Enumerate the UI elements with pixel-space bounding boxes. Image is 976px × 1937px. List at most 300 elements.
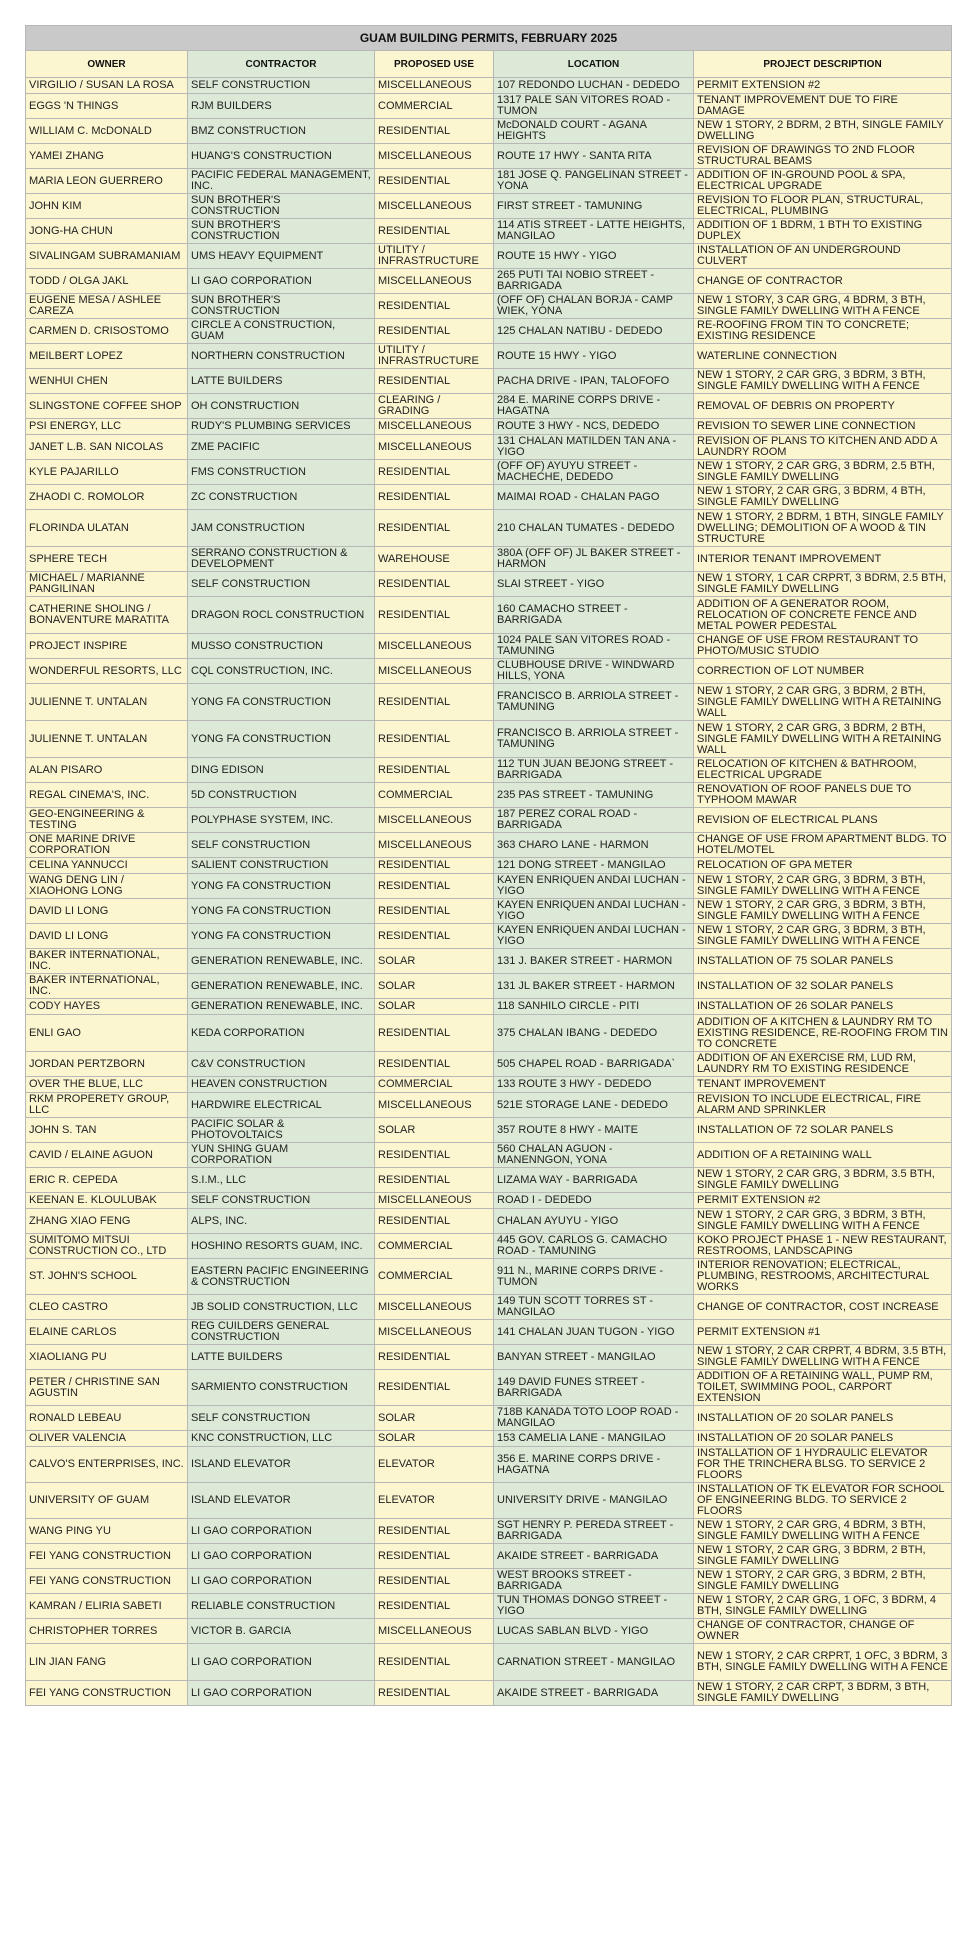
contractor-cell: LI GAO CORPORATION <box>188 1681 375 1706</box>
owner-cell: EGGS 'N THINGS <box>26 94 188 119</box>
contractor-cell: YONG FA CONSTRUCTION <box>188 924 375 949</box>
contractor-cell: ZME PACIFIC <box>188 435 375 460</box>
owner-cell: JULIENNE T. UNTALAN <box>26 721 188 758</box>
table-row <box>26 369 952 394</box>
contractor-cell: LI GAO CORPORATION <box>188 269 375 294</box>
table-row <box>26 783 952 808</box>
proposed-use-cell: COMMERCIAL <box>375 1234 494 1259</box>
owner-cell: BAKER INTERNATIONAL, INC. <box>26 974 188 999</box>
location-cell: 149 DAVID FUNES STREET - BARRIGADA <box>494 1370 694 1406</box>
proposed-use-cell: MISCELLANEOUS <box>375 435 494 460</box>
owner-cell: ZHAODI C. ROMOLOR <box>26 485 188 510</box>
contractor-cell: DRAGON ROCL CONSTRUCTION <box>188 597 375 634</box>
project-description-cell: WATERLINE CONNECTION <box>694 344 952 369</box>
table-row <box>26 1519 952 1544</box>
location-cell: 153 CAMELIA LANE - MANGILAO <box>494 1431 694 1447</box>
owner-cell: CELINA YANNUCCI <box>26 858 188 874</box>
contractor-cell: REG CUILDERS GENERAL CONSTRUCTION <box>188 1320 375 1345</box>
location-cell: 131 JL BAKER STREET - HARMON <box>494 974 694 999</box>
location-cell: 356 E. MARINE CORPS DRIVE -HAGATNA <box>494 1447 694 1483</box>
table-row <box>26 144 952 169</box>
table-row <box>26 833 952 858</box>
contractor-cell: LI GAO CORPORATION <box>188 1519 375 1544</box>
permits-table <box>25 25 952 1706</box>
project-description-cell: REMOVAL OF DEBRIS ON PROPERTY <box>694 394 952 419</box>
location-cell: 118 SANHILO CIRCLE - PITI <box>494 999 694 1015</box>
owner-cell: RKM PROPERETY GROUP, LLC <box>26 1093 188 1118</box>
proposed-use-cell: RESIDENTIAL <box>375 1345 494 1370</box>
column-header-location: LOCATION <box>494 51 694 78</box>
table-row <box>26 169 952 194</box>
project-description-cell: INSTALLATION OF 20 SOLAR PANELS <box>694 1431 952 1447</box>
proposed-use-cell: RESIDENTIAL <box>375 510 494 547</box>
proposed-use-cell: MISCELLANEOUS <box>375 833 494 858</box>
owner-cell: WANG DENG LIN / XIAOHONG LONG <box>26 874 188 899</box>
owner-cell: JONG-HA CHUN <box>26 219 188 244</box>
table-row <box>26 1118 952 1143</box>
contractor-cell: YONG FA CONSTRUCTION <box>188 684 375 721</box>
owner-cell: FLORINDA ULATAN <box>26 510 188 547</box>
proposed-use-cell: RESIDENTIAL <box>375 460 494 485</box>
contractor-cell: KNC CONSTRUCTION, LLC <box>188 1431 375 1447</box>
proposed-use-cell: WAREHOUSE <box>375 547 494 572</box>
proposed-use-cell: ELEVATOR <box>375 1447 494 1483</box>
project-description-cell: NEW 1 STORY, 3 CAR GRG, 4 BDRM, 3 BTH, SINGLE FAMILY DWELLING WITH A FENCE <box>694 294 952 319</box>
contractor-cell: VICTOR B. GARCIA <box>188 1619 375 1644</box>
owner-cell: CODY HAYES <box>26 999 188 1015</box>
contractor-cell: SALIENT CONSTRUCTION <box>188 858 375 874</box>
proposed-use-cell: MISCELLANEOUS <box>375 144 494 169</box>
project-description-cell: NEW 1 STORY, 2 CAR GRG, 3 BDRM, 4 BTH, SINGLE FAMILY DWELLING <box>694 485 952 510</box>
table-row <box>26 858 952 874</box>
project-description-cell: ADDITION OF A GENERATOR ROOM, RELOCATION OF CONCRETE FENCE AND METAL POWER PEDESTAL <box>694 597 952 634</box>
proposed-use-cell: MISCELLANEOUS <box>375 269 494 294</box>
proposed-use-cell: COMMERCIAL <box>375 94 494 119</box>
project-description-cell: INSTALLATION OF 32 SOLAR PANELS <box>694 974 952 999</box>
location-cell: AKAIDE STREET - BARRIGADA <box>494 1544 694 1569</box>
location-cell: 521E STORAGE LANE - DEDEDO <box>494 1093 694 1118</box>
proposed-use-cell: SOLAR <box>375 1406 494 1431</box>
owner-cell: RONALD LEBEAU <box>26 1406 188 1431</box>
location-cell: CARNATION STREET - MANGILAO <box>494 1644 694 1681</box>
owner-cell: ZHANG XIAO FENG <box>26 1209 188 1234</box>
table-row <box>26 1193 952 1209</box>
contractor-cell: LI GAO CORPORATION <box>188 1544 375 1569</box>
table-row <box>26 1594 952 1619</box>
contractor-cell: SERRANO CONSTRUCTION & DEVELOPMENT <box>188 547 375 572</box>
contractor-cell: LI GAO CORPORATION <box>188 1644 375 1681</box>
owner-cell: WANG PING YU <box>26 1519 188 1544</box>
proposed-use-cell: MISCELLANEOUS <box>375 1295 494 1320</box>
owner-cell: JANET L.B. SAN NICOLAS <box>26 435 188 460</box>
project-description-cell: REVISION TO SEWER LINE CONNECTION <box>694 419 952 435</box>
project-description-cell: ADDITION OF A RETAINING WALL <box>694 1143 952 1168</box>
table-row <box>26 1143 952 1168</box>
location-cell: WEST BROOKS STREET - BARRIGADA <box>494 1569 694 1594</box>
project-description-cell: RELOCATION OF KITCHEN & BATHROOM, ELECTRICAL UPGRADE <box>694 758 952 783</box>
contractor-cell: HEAVEN CONSTRUCTION <box>188 1077 375 1093</box>
contractor-cell: GENERATION RENEWABLE, INC. <box>188 949 375 974</box>
project-description-cell: INSTALLATION OF 75 SOLAR PANELS <box>694 949 952 974</box>
project-description-cell: REVISION OF DRAWINGS TO 2ND FLOOR STRUCTURAL BEAMS <box>694 144 952 169</box>
table-row <box>26 1209 952 1234</box>
proposed-use-cell: RESIDENTIAL <box>375 758 494 783</box>
location-cell: 1317 PALE SAN VITORES ROAD - TUMON <box>494 94 694 119</box>
owner-cell: YAMEI ZHANG <box>26 144 188 169</box>
table-row <box>26 394 952 419</box>
owner-cell: DAVID LI LONG <box>26 924 188 949</box>
proposed-use-cell: RESIDENTIAL <box>375 1569 494 1594</box>
owner-cell: OLIVER VALENCIA <box>26 1431 188 1447</box>
owner-cell: SPHERE TECH <box>26 547 188 572</box>
project-description-cell: RE-ROOFING FROM TIN TO CONCRETE; EXISTING RESIDENCE <box>694 319 952 344</box>
owner-cell: GEO-ENGINEERING & TESTING <box>26 808 188 833</box>
proposed-use-cell: RESIDENTIAL <box>375 1015 494 1052</box>
table-row <box>26 808 952 833</box>
proposed-use-cell: RESIDENTIAL <box>375 684 494 721</box>
proposed-use-cell: RESIDENTIAL <box>375 572 494 597</box>
proposed-use-cell: RESIDENTIAL <box>375 1168 494 1193</box>
location-cell: 187 PEREZ CORAL ROAD - BARRIGADA <box>494 808 694 833</box>
table-row <box>26 1644 952 1681</box>
contractor-cell: HUANG'S CONSTRUCTION <box>188 144 375 169</box>
project-description-cell: PERMIT EXTENSION #2 <box>694 78 952 94</box>
contractor-cell: NORTHERN CONSTRUCTION <box>188 344 375 369</box>
contractor-cell: SELF CONSTRUCTION <box>188 1193 375 1209</box>
location-cell: 107 REDONDO LUCHAN - DEDEDO <box>494 78 694 94</box>
contractor-cell: FMS CONSTRUCTION <box>188 460 375 485</box>
contractor-cell: S.I.M., LLC <box>188 1168 375 1193</box>
project-description-cell: INSTALLATION OF 26 SOLAR PANELS <box>694 999 952 1015</box>
location-cell: 114 ATIS STREET - LATTE HEIGHTS, MANGILAO <box>494 219 694 244</box>
table-row <box>26 1259 952 1295</box>
contractor-cell: LATTE BUILDERS <box>188 1345 375 1370</box>
contractor-cell: MUSSO CONSTRUCTION <box>188 634 375 659</box>
location-cell: ROUTE 3 HWY - NCS, DEDEDO <box>494 419 694 435</box>
location-cell: 210 CHALAN TUMATES - DEDEDO <box>494 510 694 547</box>
table-row <box>26 974 952 999</box>
contractor-cell: CQL CONSTRUCTION, INC. <box>188 659 375 684</box>
project-description-cell: REVISION OF ELECTRICAL PLANS <box>694 808 952 833</box>
table-row <box>26 924 952 949</box>
owner-cell: LIN JIAN FANG <box>26 1644 188 1681</box>
owner-cell: KEENAN E. KLOULUBAK <box>26 1193 188 1209</box>
proposed-use-cell: RESIDENTIAL <box>375 858 494 874</box>
proposed-use-cell: RESIDENTIAL <box>375 1143 494 1168</box>
proposed-use-cell: RESIDENTIAL <box>375 1209 494 1234</box>
contractor-cell: CIRCLE A CONSTRUCTION, GUAM <box>188 319 375 344</box>
location-cell: 121 DONG STREET - MANGILAO <box>494 858 694 874</box>
table-row <box>26 999 952 1015</box>
project-description-cell: CHANGE OF CONTRACTOR, COST INCREASE <box>694 1295 952 1320</box>
permits-table-body <box>26 78 952 1706</box>
project-description-cell: KOKO PROJECT PHASE 1 - NEW RESTAURANT, RESTROOMS, LANDSCAPING <box>694 1234 952 1259</box>
project-description-cell: RELOCATION OF GPA METER <box>694 858 952 874</box>
location-cell: FIRST STREET - TAMUNING <box>494 194 694 219</box>
owner-cell: CARMEN D. CRISOSTOMO <box>26 319 188 344</box>
project-description-cell: INTERIOR TENANT IMPROVEMENT <box>694 547 952 572</box>
contractor-cell: SUN BROTHER'S CONSTRUCTION <box>188 194 375 219</box>
location-cell: 375 CHALAN IBANG - DEDEDO <box>494 1015 694 1052</box>
owner-cell: WILLIAM C. McDONALD <box>26 119 188 144</box>
table-row <box>26 510 952 547</box>
project-description-cell: NEW 1 STORY, 2 CAR GRG, 1 OFC, 3 BDRM, 4 BTH, SINGLE FAMILY DWELLING <box>694 1594 952 1619</box>
table-row <box>26 547 952 572</box>
project-description-cell: NEW 1 STORY, 2 CAR CRPRT, 4 BDRM, 3.5 BTH, SINGLE FAMILY DWELLING WITH A FENCE <box>694 1345 952 1370</box>
location-cell: MAIMAI ROAD - CHALAN PAGO <box>494 485 694 510</box>
contractor-cell: SUN BROTHER'S CONSTRUCTION <box>188 219 375 244</box>
project-description-cell: INSTALLATION OF 72 SOLAR PANELS <box>694 1118 952 1143</box>
location-cell: 380A (OFF OF) JL BAKER STREET - HARMON <box>494 547 694 572</box>
contractor-cell: RUDY'S PLUMBING SERVICES <box>188 419 375 435</box>
contractor-cell: SARMIENTO CONSTRUCTION <box>188 1370 375 1406</box>
owner-cell: WONDERFUL RESORTS, LLC <box>26 659 188 684</box>
contractor-cell: RELIABLE CONSTRUCTION <box>188 1594 375 1619</box>
location-cell: AKAIDE STREET - BARRIGADA <box>494 1681 694 1706</box>
table-row <box>26 1569 952 1594</box>
proposed-use-cell: RESIDENTIAL <box>375 294 494 319</box>
table-row <box>26 634 952 659</box>
project-description-cell: PERMIT EXTENSION #2 <box>694 1193 952 1209</box>
proposed-use-cell: MISCELLANEOUS <box>375 808 494 833</box>
table-row <box>26 1544 952 1569</box>
location-cell: 131 CHALAN MATILDEN TAN ANA - YIGO <box>494 435 694 460</box>
contractor-cell: HOSHINO RESORTS GUAM, INC. <box>188 1234 375 1259</box>
owner-cell: EUGENE MESA / ASHLEE CAREZA <box>26 294 188 319</box>
location-cell: ROAD I - DEDEDO <box>494 1193 694 1209</box>
table-row <box>26 1431 952 1447</box>
project-description-cell: CHANGE OF CONTRACTOR, CHANGE OF OWNER <box>694 1619 952 1644</box>
location-cell: 235 PAS STREET - TAMUNING <box>494 783 694 808</box>
location-cell: 141 CHALAN JUAN TUGON - YIGO <box>494 1320 694 1345</box>
project-description-cell: CORRECTION OF LOT NUMBER <box>694 659 952 684</box>
project-description-cell: ADDITION OF A KITCHEN & LAUNDRY RM TO EXISTING RESIDENCE, RE-ROOFING FROM TIN TO CONCRETE <box>694 1015 952 1052</box>
table-row <box>26 1077 952 1093</box>
table-title: GUAM BUILDING PERMITS, FEBRUARY 2025 <box>26 26 952 51</box>
location-cell: 133 ROUTE 3 HWY - DEDEDO <box>494 1077 694 1093</box>
project-description-cell: CHANGE OF USE FROM RESTAURANT TO PHOTO/MUSIC STUDIO <box>694 634 952 659</box>
owner-cell: CATHERINE SHOLING / BONAVENTURE MARATITA <box>26 597 188 634</box>
table-row <box>26 344 952 369</box>
location-cell: LIZAMA WAY - BARRIGADA <box>494 1168 694 1193</box>
owner-cell: KYLE PAJARILLO <box>26 460 188 485</box>
proposed-use-cell: MISCELLANEOUS <box>375 1093 494 1118</box>
owner-cell: CALVO'S ENTERPRISES, INC. <box>26 1447 188 1483</box>
table-row <box>26 1295 952 1320</box>
owner-cell: JOHN S. TAN <box>26 1118 188 1143</box>
location-cell: 149 TUN SCOTT TORRES ST - MANGILAO <box>494 1295 694 1320</box>
project-description-cell: NEW 1 STORY, 2 CAR GRG, 3 BDRM, 3 BTH, SINGLE FAMILY DWELLING WITH A FENCE <box>694 874 952 899</box>
proposed-use-cell: RESIDENTIAL <box>375 1544 494 1569</box>
owner-cell: MEILBERT LOPEZ <box>26 344 188 369</box>
location-cell: FRANCISCO B. ARRIOLA STREET - TAMUNING <box>494 684 694 721</box>
proposed-use-cell: RESIDENTIAL <box>375 169 494 194</box>
owner-cell: UNIVERSITY OF GUAM <box>26 1483 188 1519</box>
location-cell: ROUTE 15 HWY - YIGO <box>494 344 694 369</box>
contractor-cell: GENERATION RENEWABLE, INC. <box>188 974 375 999</box>
location-cell: PACHA DRIVE - IPAN, TALOFOFO <box>494 369 694 394</box>
location-cell: ROUTE 15 HWY - YIGO <box>494 244 694 269</box>
project-description-cell: NEW 1 STORY, 2 CAR CRPT, 3 BDRM, 3 BTH, SINGLE FAMILY DWELLING <box>694 1681 952 1706</box>
proposed-use-cell: RESIDENTIAL <box>375 369 494 394</box>
location-cell: SLAI STREET - YIGO <box>494 572 694 597</box>
proposed-use-cell: RESIDENTIAL <box>375 1370 494 1406</box>
table-row <box>26 1345 952 1370</box>
owner-cell: SIVALINGAM SUBRAMANIAM <box>26 244 188 269</box>
project-description-cell: NEW 1 STORY, 2 CAR GRG, 3 BDRM, 3 BTH, SINGLE FAMILY DWELLING WITH A FENCE <box>694 899 952 924</box>
title-row <box>26 26 952 51</box>
permits-document <box>25 25 951 1706</box>
owner-cell: FEI YANG CONSTRUCTION <box>26 1544 188 1569</box>
table-row <box>26 1406 952 1431</box>
table-row <box>26 194 952 219</box>
project-description-cell: REVISION OF PLANS TO KITCHEN AND ADD A LAUNDRY ROOM <box>694 435 952 460</box>
proposed-use-cell: MISCELLANEOUS <box>375 78 494 94</box>
table-row <box>26 419 952 435</box>
table-row <box>26 485 952 510</box>
table-row <box>26 949 952 974</box>
location-cell: 131 J. BAKER STREET - HARMON <box>494 949 694 974</box>
project-description-cell: REVISION TO FLOOR PLAN, STRUCTURAL, ELECTRICAL, PLUMBING <box>694 194 952 219</box>
location-cell: 1024 PALE SAN VITORES ROAD - TAMUNING <box>494 634 694 659</box>
owner-cell: CAVID / ELAINE AGUON <box>26 1143 188 1168</box>
proposed-use-cell: RESIDENTIAL <box>375 924 494 949</box>
owner-cell: ST. JOHN'S SCHOOL <box>26 1259 188 1295</box>
project-description-cell: NEW 1 STORY, 2 CAR GRG, 4 BDRM, 3 BTH, SINGLE FAMILY DWELLING WITH A FENCE <box>694 1519 952 1544</box>
project-description-cell: NEW 1 STORY, 2 CAR GRG, 3 BDRM, 2 BTH, SINGLE FAMILY DWELLING <box>694 1569 952 1594</box>
table-row <box>26 1320 952 1345</box>
owner-cell: OVER THE BLUE, LLC <box>26 1077 188 1093</box>
proposed-use-cell: UTILITY / INFRASTRUCTURE <box>375 344 494 369</box>
proposed-use-cell: RESIDENTIAL <box>375 119 494 144</box>
contractor-cell: LATTE BUILDERS <box>188 369 375 394</box>
location-cell: (OFF OF) AYUYU STREET - MACHECHE, DEDEDO <box>494 460 694 485</box>
table-row <box>26 758 952 783</box>
contractor-cell: ISLAND ELEVATOR <box>188 1483 375 1519</box>
proposed-use-cell: SOLAR <box>375 949 494 974</box>
location-cell: 911 N., MARINE CORPS DRIVE - TUMON <box>494 1259 694 1295</box>
location-cell: 505 CHAPEL ROAD - BARRIGADA` <box>494 1052 694 1077</box>
table-row <box>26 721 952 758</box>
owner-cell: TODD / OLGA JAKL <box>26 269 188 294</box>
contractor-cell: BMZ CONSTRUCTION <box>188 119 375 144</box>
owner-cell: SUMITOMO MITSUI CONSTRUCTION CO., LTD <box>26 1234 188 1259</box>
location-cell: 125 CHALAN NATIBU - DEDEDO <box>494 319 694 344</box>
table-row <box>26 1168 952 1193</box>
contractor-cell: SELF CONSTRUCTION <box>188 572 375 597</box>
proposed-use-cell: SOLAR <box>375 999 494 1015</box>
table-row <box>26 244 952 269</box>
contractor-cell: ALPS, INC. <box>188 1209 375 1234</box>
proposed-use-cell: CLEARING / GRADING <box>375 394 494 419</box>
owner-cell: VIRGILIO / SUSAN LA ROSA <box>26 78 188 94</box>
proposed-use-cell: MISCELLANEOUS <box>375 1619 494 1644</box>
proposed-use-cell: RESIDENTIAL <box>375 1052 494 1077</box>
table-row <box>26 1015 952 1052</box>
proposed-use-cell: RESIDENTIAL <box>375 1594 494 1619</box>
contractor-cell: YONG FA CONSTRUCTION <box>188 874 375 899</box>
proposed-use-cell: MISCELLANEOUS <box>375 1193 494 1209</box>
project-description-cell: NEW 1 STORY, 2 CAR GRG, 3 BDRM, 3 BTH, SINGLE FAMILY DWELLING WITH A FENCE <box>694 369 952 394</box>
table-row <box>26 119 952 144</box>
table-row <box>26 572 952 597</box>
location-cell: 112 TUN JUAN BEJONG STREET - BARRIGADA <box>494 758 694 783</box>
project-description-cell: NEW 1 STORY, 2 CAR GRG, 3 BDRM, 2.5 BTH, SINGLE FAMILY DWELLING <box>694 460 952 485</box>
table-row <box>26 460 952 485</box>
owner-cell: MICHAEL / MARIANNE PANGILINAN <box>26 572 188 597</box>
column-header-owner: OWNER <box>26 51 188 78</box>
project-description-cell: ADDITION OF A RETAINING WALL, PUMP RM, TOILET, SWIMMING POOL, CARPORT EXTENSION <box>694 1370 952 1406</box>
location-cell: (OFF OF) CHALAN BORJA - CAMP WIEK, YONA <box>494 294 694 319</box>
table-row <box>26 1234 952 1259</box>
contractor-cell: RJM BUILDERS <box>188 94 375 119</box>
contractor-cell: SELF CONSTRUCTION <box>188 1406 375 1431</box>
project-description-cell: INSTALLATION OF 20 SOLAR PANELS <box>694 1406 952 1431</box>
contractor-cell: DING EDISON <box>188 758 375 783</box>
table-row <box>26 874 952 899</box>
owner-cell: ONE MARINE DRIVE CORPORATION <box>26 833 188 858</box>
project-description-cell: NEW 1 STORY, 2 BDRM, 1 BTH, SINGLE FAMILY DWELLING; DEMOLITION OF A WOOD & TIN STRUCTURE <box>694 510 952 547</box>
location-cell: CLUBHOUSE DRIVE - WINDWARD HILLS, YONA <box>494 659 694 684</box>
proposed-use-cell: MISCELLANEOUS <box>375 419 494 435</box>
contractor-cell: SELF CONSTRUCTION <box>188 833 375 858</box>
proposed-use-cell: SOLAR <box>375 974 494 999</box>
proposed-use-cell: RESIDENTIAL <box>375 1681 494 1706</box>
contractor-cell: YUN SHING GUAM CORPORATION <box>188 1143 375 1168</box>
table-row <box>26 1052 952 1077</box>
proposed-use-cell: COMMERCIAL <box>375 783 494 808</box>
location-cell: KAYEN ENRIQUEN ANDAI LUCHAN - YIGO <box>494 874 694 899</box>
table-row <box>26 684 952 721</box>
owner-cell: JORDAN PERTZBORN <box>26 1052 188 1077</box>
owner-cell: DAVID LI LONG <box>26 899 188 924</box>
project-description-cell: NEW 1 STORY, 2 CAR GRG, 3 BDRM, 3 BTH, SINGLE FAMILY DWELLING WITH A FENCE <box>694 924 952 949</box>
owner-cell: ALAN PISARO <box>26 758 188 783</box>
location-cell: SGT HENRY P. PEREDA STREET - BARRIGADA <box>494 1519 694 1544</box>
project-description-cell: NEW 1 STORY, 2 CAR CRPRT, 1 OFC, 3 BDRM, 3 BTH, SINGLE FAMILY DWELLING WITH A FENCE <box>694 1644 952 1681</box>
table-row <box>26 899 952 924</box>
project-description-cell: ADDITION OF AN EXERCISE RM, LUD RM, LAUNDRY RM TO EXISTING RESIDENCE <box>694 1052 952 1077</box>
project-description-cell: ADDITION OF IN-GROUND POOL & SPA, ELECTRICAL UPGRADE <box>694 169 952 194</box>
location-cell: UNIVERSITY DRIVE - MANGILAO <box>494 1483 694 1519</box>
owner-cell: CHRISTOPHER TORRES <box>26 1619 188 1644</box>
proposed-use-cell: MISCELLANEOUS <box>375 634 494 659</box>
contractor-cell: JAM CONSTRUCTION <box>188 510 375 547</box>
project-description-cell: ADDITION OF 1 BDRM, 1 BTH TO EXISTING DUPLEX <box>694 219 952 244</box>
proposed-use-cell: RESIDENTIAL <box>375 319 494 344</box>
table-row <box>26 435 952 460</box>
contractor-cell: ISLAND ELEVATOR <box>188 1447 375 1483</box>
owner-cell: KAMRAN / ELIRIA SABETI <box>26 1594 188 1619</box>
location-cell: 284 E. MARINE CORPS DRIVE - HAGATNA <box>494 394 694 419</box>
proposed-use-cell: RESIDENTIAL <box>375 597 494 634</box>
owner-cell: PROJECT INSPIRE <box>26 634 188 659</box>
location-cell: CHALAN AYUYU - YIGO <box>494 1209 694 1234</box>
owner-cell: FEI YANG CONSTRUCTION <box>26 1681 188 1706</box>
project-description-cell: TENANT IMPROVEMENT DUE TO FIRE DAMAGE <box>694 94 952 119</box>
project-description-cell: REVISION TO INCLUDE ELECTRICAL, FIRE ALARM AND SPRINKLER <box>694 1093 952 1118</box>
table-row <box>26 597 952 634</box>
location-cell: KAYEN ENRIQUEN ANDAI LUCHAN - YIGO <box>494 924 694 949</box>
contractor-cell: YONG FA CONSTRUCTION <box>188 899 375 924</box>
project-description-cell: NEW 1 STORY, 2 CAR GRG, 3 BDRM, 3 BTH, SINGLE FAMILY DWELLING WITH A FENCE <box>694 1209 952 1234</box>
table-row <box>26 1681 952 1706</box>
project-description-cell: INTERIOR RENOVATION; ELECTRICAL, PLUMBING, RESTROOMS, ARCHITECTURAL WORKS <box>694 1259 952 1295</box>
contractor-cell: PACIFIC SOLAR & PHOTOVOLTAICS <box>188 1118 375 1143</box>
location-cell: 265 PUTI TAI NOBIO STREET - BARRIGADA <box>494 269 694 294</box>
proposed-use-cell: RESIDENTIAL <box>375 874 494 899</box>
contractor-cell: UMS HEAVY EQUIPMENT <box>188 244 375 269</box>
